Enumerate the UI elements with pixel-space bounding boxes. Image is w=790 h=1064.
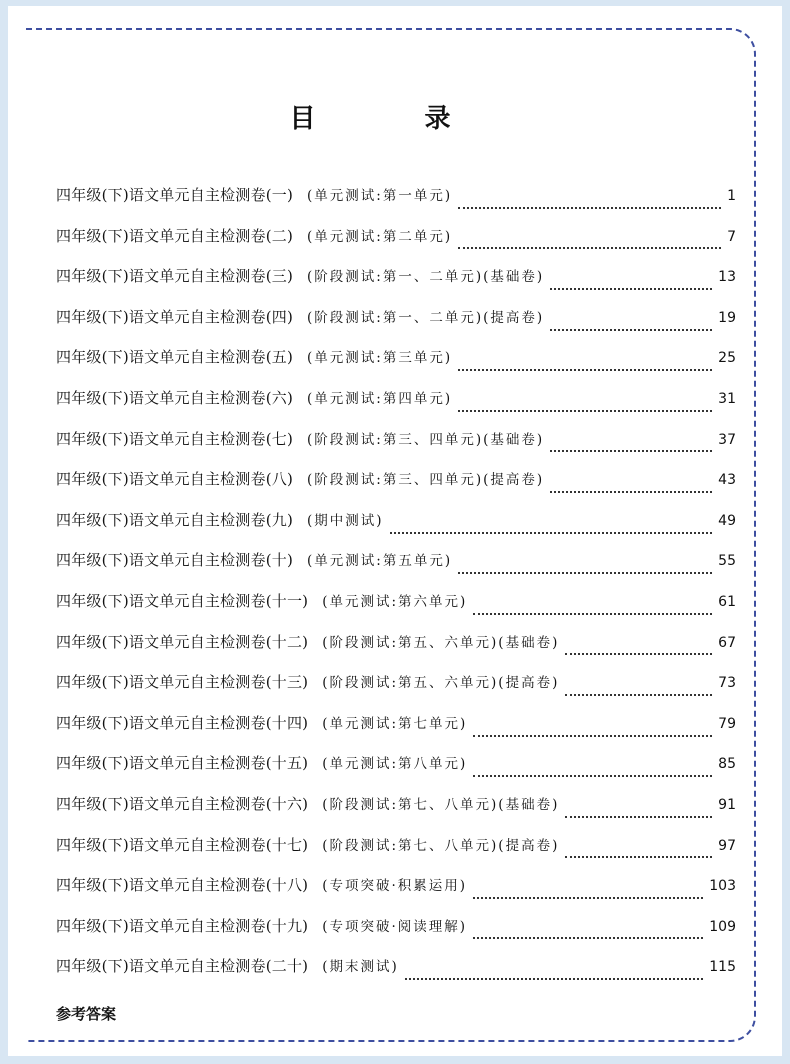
- dot-leader: [473, 612, 712, 615]
- dot-leader: [550, 287, 712, 290]
- toc-entry[interactable]: [56, 549, 736, 590]
- toc-entry-title: 四年级(下)语文单元自主检测卷(五): [56, 348, 294, 367]
- toc-entry-page-number: 85: [718, 756, 736, 773]
- toc-entry-title: 四年级(下)语文单元自主检测卷(一): [56, 186, 294, 204]
- toc-entry-description: (单元测试:第八单元): [322, 756, 468, 773]
- toc-entry-page-number: 97: [718, 837, 736, 854]
- toc-entry-description: (期中测试): [307, 512, 384, 529]
- toc-entry-title: 四年级(下)语文单元自主检测卷(十五): [56, 754, 309, 773]
- dot-leader: [473, 896, 703, 899]
- dot-leader: [458, 368, 712, 371]
- toc-entry-title: 四年级(下)语文单元自主检测卷(六): [56, 388, 294, 407]
- toc-entry[interactable]: [56, 428, 736, 469]
- toc-entry-page-number: 7: [727, 228, 736, 245]
- dot-leader: [565, 693, 712, 696]
- toc-entry[interactable]: [56, 265, 736, 306]
- dot-leader: [473, 774, 712, 777]
- toc-entry-page-number: 73: [718, 675, 736, 692]
- toc-entry-page-number: 61: [718, 593, 736, 610]
- toc-entry-description: (阶段测试:第三、四单元)(基础卷): [307, 431, 545, 448]
- answers-entry[interactable]: 参考答案: [56, 1005, 117, 1023]
- toc-entry-description: (阶段测试:第三、四单元)(提高卷): [307, 472, 545, 489]
- toc-entry[interactable]: [56, 509, 736, 550]
- toc-entry-title: 四年级(下)语文单元自主检测卷(十三): [56, 673, 309, 692]
- dot-leader: [405, 977, 704, 980]
- toc-entry-title: 四年级(下)语文单元自主检测卷(二十): [56, 957, 309, 976]
- toc-entry[interactable]: [56, 834, 736, 875]
- dot-leader: [458, 206, 721, 209]
- toc-entry-page-number: 43: [718, 472, 736, 489]
- toc-entry-description: (阶段测试:第五、六单元)(基础卷): [322, 634, 560, 651]
- toc-entry-page-number: 115: [709, 959, 736, 976]
- page-title: 目 录: [289, 104, 501, 134]
- toc-entry-title: 四年级(下)语文单元自主检测卷(十四): [56, 713, 309, 732]
- toc-entry-title: 四年级(下)语文单元自主检测卷(十七): [56, 835, 309, 854]
- toc-entry[interactable]: [56, 387, 736, 428]
- toc-entry-title: 四年级(下)语文单元自主检测卷(八): [56, 470, 294, 489]
- toc-entry-title: 四年级(下)语文单元自主检测卷(四): [56, 307, 294, 326]
- toc-entry[interactable]: [56, 874, 736, 915]
- dot-leader: [565, 815, 712, 818]
- toc-entry[interactable]: [56, 915, 736, 956]
- table-of-contents: [56, 184, 736, 996]
- toc-entry-title: 四年级(下)语文单元自主检测卷(十一): [56, 591, 309, 610]
- toc-entry-page-number: 13: [718, 269, 736, 286]
- toc-entry-page-number: 67: [718, 634, 736, 651]
- toc-entry-page-number: 19: [718, 309, 736, 326]
- toc-entry-title: 四年级(下)语文单元自主检测卷(十二): [56, 632, 309, 651]
- toc-entry[interactable]: [56, 590, 736, 631]
- toc-entry[interactable]: [56, 752, 736, 793]
- toc-entry-page-number: 31: [718, 390, 736, 407]
- toc-entry-page-number: 55: [718, 553, 736, 570]
- toc-entry-description: (单元测试:第七单元): [322, 715, 468, 732]
- toc-entry-title: 四年级(下)语文单元自主检测卷(十): [56, 551, 294, 570]
- toc-entry-description: (专项突破·阅读理解): [322, 918, 468, 935]
- toc-entry-title: 四年级(下)语文单元自主检测卷(三): [56, 267, 294, 286]
- toc-entry-page-number: 103: [709, 878, 736, 895]
- toc-entry-description: (单元测试:第一单元): [307, 188, 453, 204]
- toc-entry-description: (阶段测试:第一、二单元)(提高卷): [307, 309, 545, 326]
- toc-entry[interactable]: [56, 671, 736, 712]
- toc-entry-title: 四年级(下)语文单元自主检测卷(十六): [56, 794, 309, 813]
- toc-entry[interactable]: [56, 712, 736, 753]
- toc-entry[interactable]: [56, 306, 736, 347]
- toc-entry-description: (阶段测试:第七、八单元)(提高卷): [322, 837, 560, 854]
- dot-leader: [565, 652, 712, 655]
- toc-entry-description: (单元测试:第四单元): [307, 390, 453, 407]
- toc-entry-page-number: 37: [718, 431, 736, 448]
- dot-leader: [565, 855, 712, 858]
- toc-entry[interactable]: [56, 184, 736, 225]
- toc-entry-page-number: 49: [718, 512, 736, 529]
- dot-leader: [550, 328, 712, 331]
- toc-entry-description: (单元测试:第五单元): [307, 553, 453, 570]
- toc-entry-title: 四年级(下)语文单元自主检测卷(七): [56, 429, 294, 448]
- toc-entry-page-number: 91: [718, 796, 736, 813]
- toc-entry-title: 四年级(下)语文单元自主检测卷(十九): [56, 916, 309, 935]
- toc-entry[interactable]: [56, 346, 736, 387]
- toc-entry-description: (阶段测试:第一、二单元)(基础卷): [307, 269, 545, 286]
- dot-leader: [473, 734, 712, 737]
- toc-entry[interactable]: [56, 793, 736, 834]
- toc-entry-description: (期末测试): [322, 959, 399, 976]
- toc-entry-page-number: 109: [709, 918, 736, 935]
- toc-entry[interactable]: [56, 631, 736, 672]
- toc-entry-page-number: 25: [718, 350, 736, 367]
- toc-entry-title: 四年级(下)语文单元自主检测卷(十八): [56, 876, 309, 895]
- toc-entry-page-number: 1: [727, 188, 736, 204]
- toc-entry-description: (阶段测试:第五、六单元)(提高卷): [322, 675, 560, 692]
- dot-leader: [458, 571, 712, 574]
- toc-entry-page-number: 79: [718, 715, 736, 732]
- dot-leader: [390, 531, 713, 534]
- toc-entry-title: 四年级(下)语文单元自主检测卷(九): [56, 510, 294, 529]
- toc-entry[interactable]: [56, 468, 736, 509]
- toc-entry-description: (阶段测试:第七、八单元)(基础卷): [322, 796, 560, 813]
- dot-leader: [473, 936, 703, 939]
- dot-leader: [458, 246, 721, 249]
- dot-leader: [458, 409, 712, 412]
- toc-entry-description: (专项突破·积累运用): [322, 878, 468, 895]
- toc-entry-description: (单元测试:第二单元): [307, 228, 453, 245]
- toc-entry[interactable]: [56, 225, 736, 266]
- dot-leader: [550, 449, 712, 452]
- dot-leader: [550, 490, 712, 493]
- toc-entry[interactable]: [56, 955, 736, 996]
- toc-entry-title: 四年级(下)语文单元自主检测卷(二): [56, 226, 294, 245]
- toc-entry-description: (单元测试:第六单元): [322, 593, 468, 610]
- toc-entry-description: (单元测试:第三单元): [307, 350, 453, 367]
